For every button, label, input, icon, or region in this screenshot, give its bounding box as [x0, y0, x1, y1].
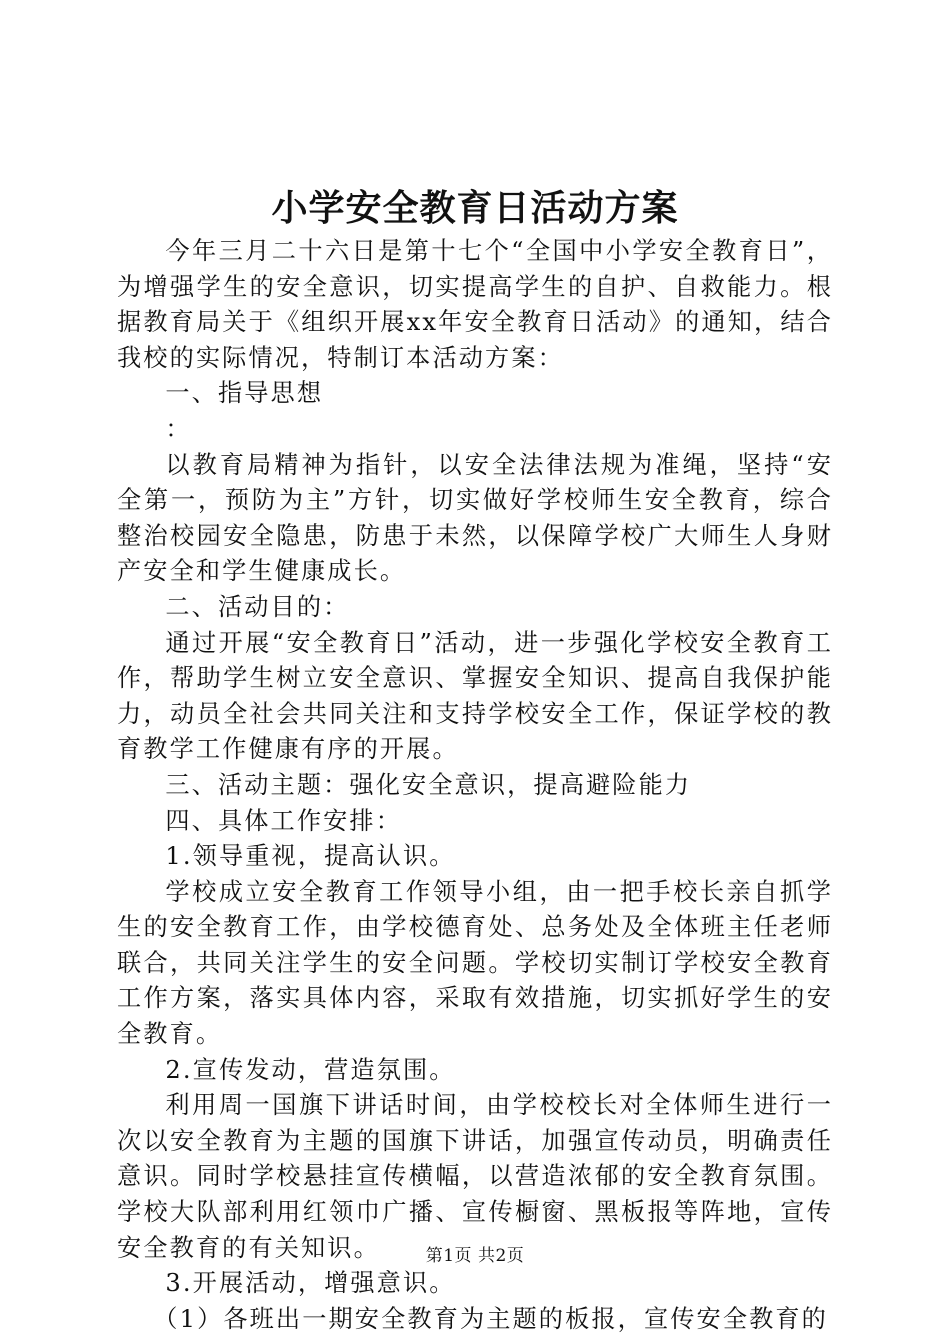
publicity-paragraph: 利用周一国旗下讲话时间，由学校校长对全体师生进行一次以安全教育为主题的国旗下讲话，加强宣传动员，明确责任意识。同时学校悬挂宣传横幅，以营造浓郁的安全教育氛围。学校大队部利用红领巾广播、宣传橱窗、黑板报等阵地，宣传安全教育的有关知识。: [117, 1091, 833, 1262]
intro-paragraph: 今年三月二十六日是第十七个“全国中小学安全教育日”，为增强学生的安全意识，切实提高学生的自护、自救能力。根据教育局关于《组织开展xx年安全教育日活动》的通知，结合我校的实际情况，特制订本活动方案：: [117, 237, 833, 372]
page-footer: 第1页 共2页: [425, 1246, 525, 1266]
leadership-paragraph: 学校成立安全教育工作领导小组，由一把手校长亲自抓学生的安全教育工作，由学校德育处、总务处及全体班主任老师联合，共同关注学生的安全问题。学校切实制订学校安全教育工作方案，落实具体内容，采取有效措施，切实抓好学生的安全教育。: [117, 877, 833, 1049]
section-heading-work-arrangements: 四、具体工作安排：: [165, 806, 402, 835]
section-heading-activity-theme: 三、活动主题：强化安全意识，提高避险能力: [165, 770, 692, 799]
stray-colon-line: ：: [165, 414, 192, 443]
activity-purpose-paragraph: 通过开展“安全教育日”活动，进一步强化学校安全教育工作，帮助学生树立安全意识、掌握安全知识、提高自我保护能力，动员全社会共同关注和支持学校安全工作，保证学校的教育教学工作健康有序的开展。: [117, 628, 833, 764]
section-heading-activity-purpose: 二、活动目的：: [165, 592, 350, 621]
subheading-publicity: 2.宣传发动，营造氛围。: [165, 1055, 456, 1084]
document-body: [117, 234, 833, 1337]
section-heading-guiding-ideology: 一、指导思想: [165, 379, 324, 408]
subheading-activities: 3.开展活动，增强意识。: [165, 1269, 456, 1298]
activities-item-1: （1）各班出一期安全教育为主题的板报，宣传安全教育的: [153, 1304, 828, 1333]
document-title: 小学安全教育日活动方案: [271, 187, 679, 229]
guiding-ideology-paragraph: 以教育局精神为指针，以安全法律法规为准绳，坚持“安全第一，预防为主”方针，切实做好学校师生安全教育，综合整治校园安全隐患，防患于未然，以保障学校广大师生人身财产安全和学生健康成长。: [117, 450, 833, 586]
subheading-leadership: 1.领导重视，提高认识。: [165, 842, 456, 871]
